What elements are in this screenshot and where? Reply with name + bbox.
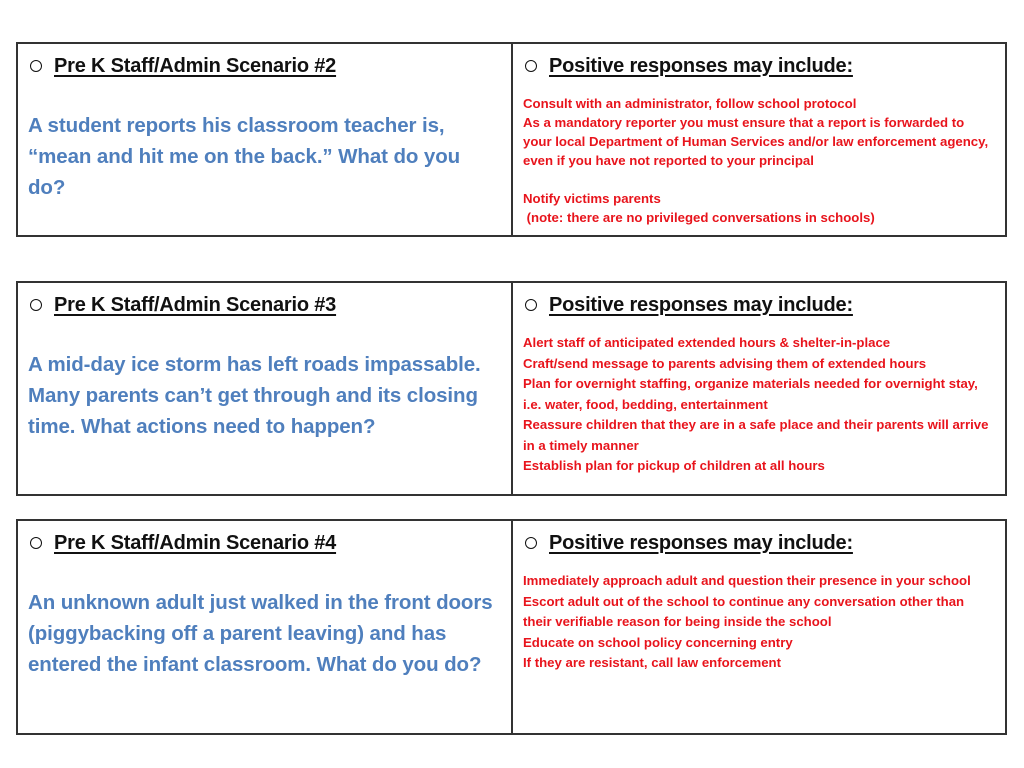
scenario-panel: [18, 44, 513, 235]
response-item: Educate on school policy concerning entry: [523, 634, 793, 650]
responses-panel: [513, 44, 1005, 235]
response-item: Escort adult out of the school to continue any conversation other than their verifiable reason for being inside the school: [523, 593, 965, 629]
response-item: Immediately approach adult and question their presence in your school: [523, 573, 971, 588]
scenario-panel: [18, 521, 513, 733]
responses-title: Positive responses may include:: [549, 54, 853, 77]
scenario-heading: [28, 291, 501, 319]
scenario-description: A student reports his classroom teacher is, “mean and hit me on the back.” What do you do?: [28, 114, 461, 199]
response-item: Craft/send message to parents advising them of extended hours: [523, 355, 927, 371]
response-item: Reassure children that they are in a safe place and their parents will arrive in a timely manner: [523, 417, 989, 453]
responses-list: [523, 571, 995, 674]
scenario-card-4: [16, 519, 1007, 735]
response-item: Alert staff of anticipated extended hours & shelter-in-place: [523, 335, 891, 350]
response-item: As a mandatory reporter you must ensure that a report is forwarded to your local Department of Human Services and/or law enforcement agency, even if you have not reported to your principal: [523, 115, 989, 168]
circle-bullet-icon: [525, 60, 537, 72]
scenario-description: A mid-day ice storm has left roads impassable. Many parents can’t get through and its closing time. What actions need to happen?: [28, 353, 481, 438]
scenario-panel: [18, 283, 513, 494]
scenario-heading: [28, 52, 501, 80]
responses-title: Positive responses may include:: [549, 531, 853, 554]
responses-heading: [523, 52, 995, 80]
response-item: Plan for overnight staffing, organize materials needed for overnight stay, i.e. water, food, bedding, entertainment: [523, 376, 978, 412]
circle-bullet-icon: [525, 537, 537, 549]
responses-list: [523, 94, 995, 227]
responses-panel: [513, 521, 1005, 733]
circle-bullet-icon: [30, 299, 42, 311]
circle-bullet-icon: [30, 60, 42, 72]
circle-bullet-icon: [525, 299, 537, 311]
circle-bullet-icon: [30, 537, 42, 549]
scenario-heading: [28, 529, 501, 557]
scenario-title: Pre K Staff/Admin Scenario #3: [54, 293, 337, 316]
scenario-card-2: [16, 42, 1007, 237]
responses-title: Positive responses may include:: [549, 293, 853, 316]
response-item: Consult with an administrator, follow school protocol: [523, 96, 857, 111]
scenario-title: Pre K Staff/Admin Scenario #2: [54, 54, 337, 77]
responses-heading: [523, 291, 995, 319]
response-item: Establish plan for pickup of children at all hours: [523, 458, 825, 473]
responses-heading: [523, 529, 995, 557]
response-item: If they are resistant, call law enforcement: [523, 655, 781, 670]
response-item: Notify victims parents: [523, 191, 661, 206]
responses-panel: [513, 283, 1005, 494]
response-item: (note: there are no privileged conversations in schools): [523, 210, 875, 225]
scenario-card-3: [16, 281, 1007, 496]
scenario-title: Pre K Staff/Admin Scenario #4: [54, 531, 337, 554]
responses-list: [523, 333, 995, 477]
scenario-description: An unknown adult just walked in the front doors (piggybacking off a parent leaving) and has entered the infant classroom. What do you do?: [28, 591, 493, 676]
